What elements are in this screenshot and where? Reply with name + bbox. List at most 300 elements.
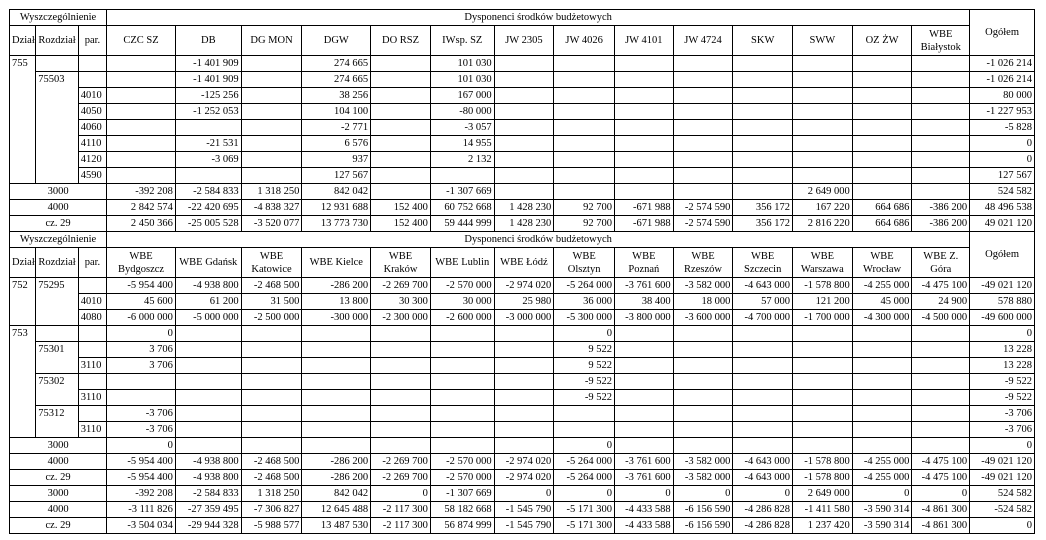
value-cell: -6 000 000 bbox=[107, 310, 176, 326]
value-cell: -2 574 590 bbox=[673, 216, 733, 232]
value-cell: -6 156 590 bbox=[673, 518, 733, 534]
value-cell bbox=[430, 342, 494, 358]
summary-row bbox=[10, 518, 1035, 534]
value-cell bbox=[371, 120, 431, 136]
table-row bbox=[10, 310, 1035, 326]
header-rozdzial: Rozdział bbox=[36, 26, 78, 56]
value-cell bbox=[852, 374, 912, 390]
value-cell bbox=[302, 406, 371, 422]
value-cell bbox=[371, 184, 431, 200]
value-cell bbox=[241, 422, 302, 438]
value-cell bbox=[852, 72, 912, 88]
value-cell: -27 359 495 bbox=[175, 502, 241, 518]
value-cell bbox=[241, 326, 302, 342]
value-cell: -3 582 000 bbox=[673, 278, 733, 294]
table-row bbox=[10, 390, 1035, 406]
value-cell bbox=[733, 326, 793, 342]
par-cell bbox=[78, 342, 106, 358]
value-cell: -2 468 500 bbox=[241, 454, 302, 470]
value-cell bbox=[494, 184, 554, 200]
dzial-cell: 755 bbox=[10, 56, 36, 72]
value-cell bbox=[175, 120, 241, 136]
value-cell bbox=[554, 72, 615, 88]
value-cell: -3 582 000 bbox=[673, 454, 733, 470]
value-cell: -4 861 300 bbox=[912, 518, 970, 534]
value-cell bbox=[494, 358, 554, 374]
value-cell: 0 bbox=[554, 326, 615, 342]
table-body bbox=[10, 10, 1035, 534]
value-cell bbox=[673, 168, 733, 184]
value-cell bbox=[494, 104, 554, 120]
summary-label: cz. 29 bbox=[10, 518, 107, 534]
value-cell bbox=[494, 422, 554, 438]
value-cell bbox=[673, 342, 733, 358]
value-cell: -2 570 000 bbox=[430, 454, 494, 470]
value-cell bbox=[793, 152, 853, 168]
total-cell: -9 522 bbox=[970, 374, 1035, 390]
total-cell: -1 227 953 bbox=[970, 104, 1035, 120]
value-cell bbox=[614, 390, 673, 406]
header-par: par. bbox=[78, 26, 106, 56]
value-cell: 92 700 bbox=[554, 200, 615, 216]
total-cell: -524 582 bbox=[970, 502, 1035, 518]
value-cell: 104 100 bbox=[302, 104, 371, 120]
value-cell: -3 000 000 bbox=[494, 310, 554, 326]
rozdzial-cell bbox=[36, 390, 78, 406]
summary-label: 4000 bbox=[10, 200, 107, 216]
value-cell bbox=[614, 358, 673, 374]
value-cell: 2 450 366 bbox=[107, 216, 176, 232]
value-cell bbox=[793, 374, 853, 390]
value-cell: 60 752 668 bbox=[430, 200, 494, 216]
value-cell bbox=[614, 438, 673, 454]
value-cell: 842 042 bbox=[302, 184, 371, 200]
total-cell: -3 706 bbox=[970, 422, 1035, 438]
total-cell: 0 bbox=[970, 136, 1035, 152]
value-cell: -4 838 327 bbox=[241, 200, 302, 216]
value-cell: 13 773 730 bbox=[302, 216, 371, 232]
value-cell: -5 264 000 bbox=[554, 454, 615, 470]
value-cell: -5 300 000 bbox=[554, 310, 615, 326]
table-row bbox=[10, 104, 1035, 120]
value-cell bbox=[793, 438, 853, 454]
value-cell: -5 954 400 bbox=[107, 278, 176, 294]
value-cell bbox=[852, 184, 912, 200]
value-cell bbox=[371, 422, 431, 438]
value-cell bbox=[430, 390, 494, 406]
value-cell bbox=[733, 120, 793, 136]
value-cell bbox=[494, 88, 554, 104]
value-cell bbox=[733, 390, 793, 406]
value-cell: 0 bbox=[852, 486, 912, 502]
value-cell: 0 bbox=[733, 486, 793, 502]
value-cell: 59 444 999 bbox=[430, 216, 494, 232]
dzial-cell bbox=[10, 310, 36, 326]
value-cell: 12 645 488 bbox=[302, 502, 371, 518]
value-cell bbox=[614, 120, 673, 136]
value-cell: -3 600 000 bbox=[673, 310, 733, 326]
value-cell: -7 306 827 bbox=[241, 502, 302, 518]
total-cell: 127 567 bbox=[970, 168, 1035, 184]
value-cell: -1 545 790 bbox=[494, 518, 554, 534]
value-cell: -4 938 800 bbox=[175, 470, 241, 486]
value-cell bbox=[554, 88, 615, 104]
value-cell: -3 504 034 bbox=[107, 518, 176, 534]
value-cell bbox=[912, 358, 970, 374]
column-header: WBE Białystok bbox=[912, 26, 970, 56]
value-cell bbox=[912, 104, 970, 120]
value-cell: -3 706 bbox=[107, 422, 176, 438]
value-cell bbox=[912, 342, 970, 358]
value-cell: -286 200 bbox=[302, 454, 371, 470]
summary-row bbox=[10, 454, 1035, 470]
value-cell: -2 468 500 bbox=[241, 278, 302, 294]
header-rozdzial: Rozdział bbox=[36, 248, 78, 278]
rozdzial-cell bbox=[36, 152, 78, 168]
value-cell bbox=[852, 406, 912, 422]
summary-row bbox=[10, 438, 1035, 454]
value-cell: 1 318 250 bbox=[241, 486, 302, 502]
value-cell bbox=[912, 56, 970, 72]
column-header: WBE Poznań bbox=[614, 248, 673, 278]
dzial-cell bbox=[10, 342, 36, 358]
value-cell bbox=[241, 136, 302, 152]
value-cell: -3 582 000 bbox=[673, 470, 733, 486]
table-row bbox=[10, 72, 1035, 88]
value-cell bbox=[302, 438, 371, 454]
value-cell bbox=[733, 422, 793, 438]
value-cell: 38 400 bbox=[614, 294, 673, 310]
value-cell: 92 700 bbox=[554, 216, 615, 232]
value-cell bbox=[912, 422, 970, 438]
value-cell: 14 955 bbox=[430, 136, 494, 152]
column-header: JW 4724 bbox=[673, 26, 733, 56]
value-cell bbox=[912, 438, 970, 454]
value-cell bbox=[302, 326, 371, 342]
value-cell: 38 256 bbox=[302, 88, 371, 104]
value-cell: 0 bbox=[107, 326, 176, 342]
value-cell bbox=[175, 326, 241, 342]
total-cell: -5 828 bbox=[970, 120, 1035, 136]
value-cell bbox=[107, 374, 176, 390]
total-cell: -49 021 120 bbox=[970, 278, 1035, 294]
value-cell: 12 931 688 bbox=[302, 200, 371, 216]
dzial-cell bbox=[10, 120, 36, 136]
value-cell: -1 401 909 bbox=[175, 72, 241, 88]
value-cell bbox=[733, 88, 793, 104]
value-cell bbox=[241, 374, 302, 390]
summary-row bbox=[10, 502, 1035, 518]
value-cell bbox=[302, 358, 371, 374]
value-cell bbox=[614, 152, 673, 168]
par-cell bbox=[78, 326, 106, 342]
value-cell bbox=[614, 168, 673, 184]
table-row bbox=[10, 326, 1035, 342]
value-cell: 30 000 bbox=[430, 294, 494, 310]
par-cell: 3110 bbox=[78, 358, 106, 374]
value-cell bbox=[673, 152, 733, 168]
total-cell: 48 496 538 bbox=[970, 200, 1035, 216]
value-cell: 664 686 bbox=[852, 216, 912, 232]
value-cell: -1 307 669 bbox=[430, 184, 494, 200]
value-cell bbox=[175, 168, 241, 184]
value-cell: 13 800 bbox=[302, 294, 371, 310]
rozdzial-cell: 75503 bbox=[36, 72, 78, 88]
value-cell: -4 475 100 bbox=[912, 470, 970, 486]
value-cell: -386 200 bbox=[912, 200, 970, 216]
rozdzial-cell bbox=[36, 104, 78, 120]
value-cell bbox=[107, 168, 176, 184]
value-cell: 101 030 bbox=[430, 56, 494, 72]
dzial-cell bbox=[10, 136, 36, 152]
value-cell bbox=[793, 136, 853, 152]
value-cell bbox=[430, 326, 494, 342]
value-cell bbox=[852, 152, 912, 168]
table-row bbox=[10, 342, 1035, 358]
value-cell bbox=[793, 406, 853, 422]
summary-row bbox=[10, 184, 1035, 200]
value-cell: 0 bbox=[554, 438, 615, 454]
value-cell: -671 988 bbox=[614, 200, 673, 216]
value-cell bbox=[241, 390, 302, 406]
value-cell bbox=[614, 136, 673, 152]
value-cell: -5 988 577 bbox=[241, 518, 302, 534]
value-cell bbox=[852, 168, 912, 184]
value-cell bbox=[912, 88, 970, 104]
value-cell: -300 000 bbox=[302, 310, 371, 326]
value-cell: -1 252 053 bbox=[175, 104, 241, 120]
par-cell: 3110 bbox=[78, 390, 106, 406]
value-cell: 61 200 bbox=[175, 294, 241, 310]
value-cell: -2 269 700 bbox=[371, 470, 431, 486]
par-cell bbox=[78, 72, 106, 88]
value-cell: -4 255 000 bbox=[852, 470, 912, 486]
value-cell: -5 954 400 bbox=[107, 470, 176, 486]
summary-row bbox=[10, 216, 1035, 232]
value-cell bbox=[912, 152, 970, 168]
table-row bbox=[10, 422, 1035, 438]
value-cell bbox=[371, 374, 431, 390]
value-cell bbox=[614, 342, 673, 358]
value-cell bbox=[241, 342, 302, 358]
value-cell: -4 643 000 bbox=[733, 278, 793, 294]
value-cell bbox=[107, 120, 176, 136]
value-cell: -286 200 bbox=[302, 278, 371, 294]
value-cell: -1 578 800 bbox=[793, 454, 853, 470]
total-cell: -9 522 bbox=[970, 390, 1035, 406]
dzial-cell bbox=[10, 152, 36, 168]
value-cell bbox=[241, 88, 302, 104]
value-cell: -4 643 000 bbox=[733, 470, 793, 486]
value-cell: -80 000 bbox=[430, 104, 494, 120]
total-cell: -1 026 214 bbox=[970, 56, 1035, 72]
table-row bbox=[10, 168, 1035, 184]
value-cell: -4 861 300 bbox=[912, 502, 970, 518]
header-dzial: Dział bbox=[10, 248, 36, 278]
value-cell: -4 433 588 bbox=[614, 502, 673, 518]
value-cell: 3 706 bbox=[107, 342, 176, 358]
value-cell bbox=[793, 168, 853, 184]
value-cell bbox=[175, 422, 241, 438]
value-cell: -2 574 590 bbox=[673, 200, 733, 216]
value-cell: 1 237 420 bbox=[793, 518, 853, 534]
value-cell: 101 030 bbox=[430, 72, 494, 88]
summary-label: cz. 29 bbox=[10, 470, 107, 486]
value-cell: 152 400 bbox=[371, 200, 431, 216]
value-cell bbox=[430, 406, 494, 422]
value-cell bbox=[241, 438, 302, 454]
value-cell bbox=[614, 88, 673, 104]
dzial-cell bbox=[10, 88, 36, 104]
value-cell: 0 bbox=[494, 486, 554, 502]
value-cell bbox=[241, 120, 302, 136]
value-cell bbox=[554, 152, 615, 168]
value-cell bbox=[107, 136, 176, 152]
value-cell: -5 171 300 bbox=[554, 502, 615, 518]
value-cell bbox=[912, 184, 970, 200]
column-header: DG MON bbox=[241, 26, 302, 56]
total-cell: 524 582 bbox=[970, 486, 1035, 502]
par-cell bbox=[78, 406, 106, 422]
value-cell bbox=[494, 72, 554, 88]
value-cell bbox=[554, 422, 615, 438]
value-cell: 167 220 bbox=[793, 200, 853, 216]
value-cell: -3 800 000 bbox=[614, 310, 673, 326]
value-cell bbox=[430, 374, 494, 390]
total-cell: 0 bbox=[970, 326, 1035, 342]
par-cell: 4120 bbox=[78, 152, 106, 168]
value-cell: -3 761 600 bbox=[614, 454, 673, 470]
value-cell bbox=[371, 326, 431, 342]
table-row bbox=[10, 120, 1035, 136]
value-cell bbox=[733, 72, 793, 88]
value-cell bbox=[793, 120, 853, 136]
value-cell: -4 938 800 bbox=[175, 278, 241, 294]
value-cell bbox=[494, 136, 554, 152]
value-cell bbox=[852, 136, 912, 152]
value-cell: 57 000 bbox=[733, 294, 793, 310]
value-cell bbox=[175, 342, 241, 358]
value-cell bbox=[793, 104, 853, 120]
value-cell: 152 400 bbox=[371, 216, 431, 232]
value-cell: -4 286 828 bbox=[733, 518, 793, 534]
value-cell: -2 584 833 bbox=[175, 184, 241, 200]
value-cell: -3 706 bbox=[107, 406, 176, 422]
value-cell: -6 156 590 bbox=[673, 502, 733, 518]
table-row bbox=[10, 406, 1035, 422]
value-cell bbox=[673, 184, 733, 200]
value-cell: 45 000 bbox=[852, 294, 912, 310]
value-cell: -1 545 790 bbox=[494, 502, 554, 518]
value-cell bbox=[852, 120, 912, 136]
value-cell: 0 bbox=[912, 486, 970, 502]
rozdzial-cell bbox=[36, 136, 78, 152]
value-cell bbox=[852, 104, 912, 120]
value-cell: 664 686 bbox=[852, 200, 912, 216]
value-cell bbox=[793, 358, 853, 374]
dzial-cell: 753 bbox=[10, 326, 36, 342]
value-cell bbox=[371, 72, 431, 88]
value-cell bbox=[175, 390, 241, 406]
value-cell: 3 706 bbox=[107, 358, 176, 374]
value-cell: -2 974 020 bbox=[494, 454, 554, 470]
value-cell: -4 300 000 bbox=[852, 310, 912, 326]
value-cell bbox=[614, 56, 673, 72]
value-cell: 9 522 bbox=[554, 358, 615, 374]
value-cell: -5 264 000 bbox=[554, 278, 615, 294]
header-wyszczegolnienie: Wyszczególnienie bbox=[10, 10, 107, 26]
value-cell bbox=[175, 374, 241, 390]
value-cell: -2 771 bbox=[302, 120, 371, 136]
value-cell bbox=[793, 422, 853, 438]
par-cell: 4010 bbox=[78, 88, 106, 104]
value-cell bbox=[371, 88, 431, 104]
value-cell bbox=[733, 374, 793, 390]
value-cell: -29 944 328 bbox=[175, 518, 241, 534]
column-header: WBE Warszawa bbox=[793, 248, 853, 278]
value-cell bbox=[494, 374, 554, 390]
value-cell: -4 643 000 bbox=[733, 454, 793, 470]
value-cell bbox=[494, 406, 554, 422]
value-cell: -2 468 500 bbox=[241, 470, 302, 486]
value-cell bbox=[614, 326, 673, 342]
value-cell: -5 264 000 bbox=[554, 470, 615, 486]
value-cell bbox=[733, 56, 793, 72]
value-cell: -3 761 600 bbox=[614, 470, 673, 486]
dzial-cell bbox=[10, 406, 36, 422]
value-cell bbox=[673, 136, 733, 152]
value-cell bbox=[852, 342, 912, 358]
value-cell bbox=[554, 136, 615, 152]
value-cell bbox=[733, 136, 793, 152]
value-cell bbox=[302, 342, 371, 358]
value-cell: -25 005 528 bbox=[175, 216, 241, 232]
value-cell: -2 117 300 bbox=[371, 518, 431, 534]
total-cell: 0 bbox=[970, 518, 1035, 534]
value-cell: 6 576 bbox=[302, 136, 371, 152]
value-cell bbox=[107, 72, 176, 88]
value-cell: -3 590 314 bbox=[852, 502, 912, 518]
value-cell: -3 761 600 bbox=[614, 278, 673, 294]
value-cell: 13 487 530 bbox=[302, 518, 371, 534]
value-cell: -2 974 020 bbox=[494, 278, 554, 294]
value-cell: 167 000 bbox=[430, 88, 494, 104]
value-cell: -4 475 100 bbox=[912, 454, 970, 470]
value-cell bbox=[912, 406, 970, 422]
value-cell: -1 700 000 bbox=[793, 310, 853, 326]
value-cell: -2 269 700 bbox=[371, 278, 431, 294]
value-cell bbox=[793, 88, 853, 104]
table-row bbox=[10, 88, 1035, 104]
par-cell bbox=[78, 278, 106, 294]
column-header: WBE Lublin bbox=[430, 248, 494, 278]
value-cell: 45 600 bbox=[107, 294, 176, 310]
summary-row bbox=[10, 470, 1035, 486]
par-cell: 4060 bbox=[78, 120, 106, 136]
value-cell bbox=[673, 120, 733, 136]
value-cell: -4 938 800 bbox=[175, 454, 241, 470]
value-cell bbox=[107, 390, 176, 406]
value-cell bbox=[241, 72, 302, 88]
value-cell bbox=[302, 374, 371, 390]
total-cell: 49 021 120 bbox=[970, 216, 1035, 232]
value-cell: -9 522 bbox=[554, 374, 615, 390]
total-cell: 80 000 bbox=[970, 88, 1035, 104]
value-cell: 0 bbox=[673, 486, 733, 502]
column-header: WBE Olsztyn bbox=[554, 248, 615, 278]
column-header: JW 2305 bbox=[494, 26, 554, 56]
value-cell bbox=[430, 168, 494, 184]
